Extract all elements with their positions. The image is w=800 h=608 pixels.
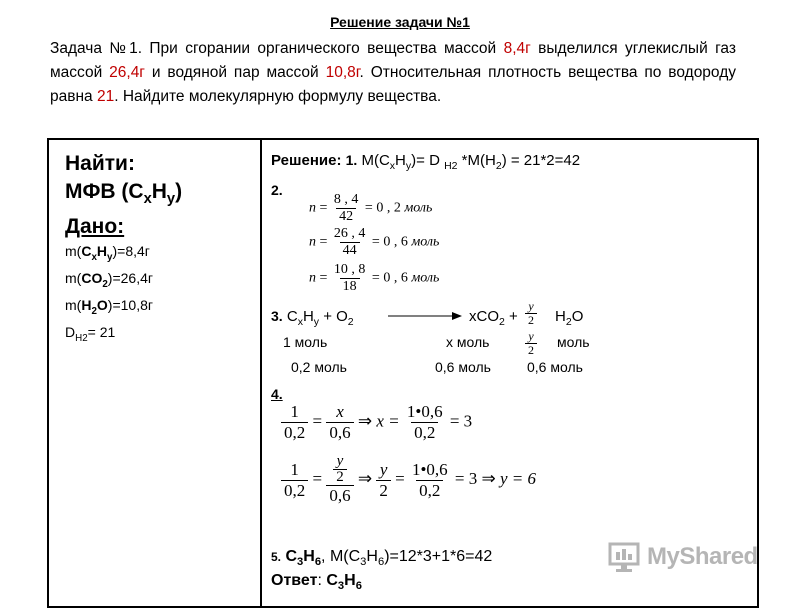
ey-f3-den: 2 xyxy=(376,480,391,501)
row1-a: 1 моль xyxy=(283,334,328,350)
n1-eq2: = xyxy=(364,200,373,216)
ey-frac4 xyxy=(409,460,451,501)
answer-c: C xyxy=(326,572,338,589)
s1-a: M(C xyxy=(357,152,390,169)
n2-eq2: = xyxy=(371,234,380,250)
s5-end: )=12*3+1*6=42 xyxy=(384,548,493,565)
s1-b: H xyxy=(395,152,406,169)
find-h: H xyxy=(151,180,167,203)
ex-f2-den: 0,6 xyxy=(326,422,353,443)
ex-xeq: x = xyxy=(376,411,400,431)
task-text-4: . Относительная плотность вещества по водороду равна xyxy=(50,64,737,105)
g2-b: CO xyxy=(81,269,103,286)
s5-mh: H xyxy=(366,548,378,565)
given-column xyxy=(65,150,255,348)
g3-s: 2 xyxy=(91,305,97,317)
task-text-3: и водяной пар массой xyxy=(144,64,326,81)
ey-frac1 xyxy=(281,460,308,501)
n3-res: 0 , 6 xyxy=(383,270,408,286)
ex-eq1: = xyxy=(312,411,323,431)
n1-num: 8 , 4 xyxy=(333,192,359,207)
product-water xyxy=(555,308,583,328)
ex-arrow: ⇒ xyxy=(357,411,373,431)
ey-eq2: = xyxy=(395,468,405,488)
watermark-text: MyShared xyxy=(647,543,758,570)
product-fraction xyxy=(525,300,537,327)
step-5 xyxy=(271,548,492,568)
n3-eq1: = xyxy=(319,270,328,286)
step-1-num: 1. xyxy=(345,152,358,168)
row2-a: 0,2 моль xyxy=(291,359,347,375)
given-density xyxy=(65,322,255,349)
ey-res3: = 3 xyxy=(454,468,478,488)
find-sub-x: x xyxy=(143,191,152,208)
pw-2: 2 xyxy=(565,316,572,328)
row1-b: x моль xyxy=(446,334,490,350)
answer xyxy=(271,572,362,592)
g1-a: m( xyxy=(65,243,82,260)
r-2: 2 xyxy=(347,316,354,328)
ex-f3-num: 1•0,6 xyxy=(406,402,443,421)
n2-eq1: = xyxy=(319,234,328,250)
ex-f2-num: x xyxy=(336,402,344,421)
ey-frac2 xyxy=(326,454,353,506)
task-text-2: выделился углекислый газ массой xyxy=(50,40,736,81)
row1-fraction xyxy=(525,330,537,357)
ey-f4-den: 0,2 xyxy=(416,480,443,501)
pc-y: y xyxy=(528,299,534,313)
step-3-products xyxy=(469,308,518,328)
r-c: + O xyxy=(319,308,348,325)
p-a: xCO xyxy=(469,308,499,325)
formula-n1 xyxy=(309,192,432,225)
n1-res: 0 , 2 xyxy=(376,200,401,216)
n3-num: 10 , 8 xyxy=(333,262,366,277)
ey-yres: y = 6 xyxy=(499,468,537,488)
ex-frac2 xyxy=(326,402,353,443)
solution-column xyxy=(271,140,755,606)
pc-2: 2 xyxy=(525,313,537,327)
table-divider xyxy=(260,140,262,606)
n1-n: n xyxy=(309,200,316,216)
step-5-num: 5. xyxy=(271,550,282,564)
step-1 xyxy=(271,152,580,172)
g1-d: )=8,4г xyxy=(112,243,150,260)
find-sub-y: y xyxy=(166,191,176,208)
ey-f3-num: y xyxy=(379,459,388,479)
solution-label: Решение: xyxy=(271,152,342,169)
s1-2: 2 xyxy=(495,160,502,172)
g3-a: m( xyxy=(65,296,82,313)
ey-inner-frac xyxy=(333,454,347,485)
ey-eq1: = xyxy=(312,468,323,488)
answer-6: 6 xyxy=(355,580,362,593)
n2-fraction xyxy=(331,226,369,259)
ex-f1-num: 1 xyxy=(290,402,299,421)
n3-eq2: = xyxy=(371,270,380,286)
g1-x: x xyxy=(91,251,97,263)
g3-c: O xyxy=(96,296,108,313)
find-text: МФВ (C xyxy=(65,180,144,203)
s5-m3: 3 xyxy=(360,556,367,569)
r1-2: 2 xyxy=(525,343,537,357)
task-text-5: . Найдите молекулярную формулу вещества. xyxy=(114,88,442,105)
g1-y: y xyxy=(107,251,113,263)
equation-y xyxy=(281,454,536,506)
ex-frac3 xyxy=(404,402,446,443)
formula-n2 xyxy=(309,226,439,259)
n2-num: 26 , 4 xyxy=(333,226,366,241)
page-title: Решение задачи №1 xyxy=(330,14,470,30)
r-y: y xyxy=(313,316,320,328)
given-mass-h2o xyxy=(65,295,255,322)
equation-x xyxy=(281,402,472,443)
r1-y: y xyxy=(528,329,534,343)
s5-c: C xyxy=(281,548,298,565)
given-label: Дано: xyxy=(65,215,125,239)
n3-mol: моль xyxy=(411,270,440,286)
n1-fraction xyxy=(331,192,362,225)
mass-co2: 26,4г xyxy=(109,64,145,81)
p-plus: + xyxy=(504,308,518,325)
n3-fraction xyxy=(331,262,369,295)
find-value xyxy=(65,178,255,213)
g1-c: H xyxy=(96,243,108,260)
monitor-icon xyxy=(607,538,645,576)
ex-frac1 xyxy=(281,402,308,443)
s1-c: )= D xyxy=(411,152,445,169)
given-mass-co2 xyxy=(65,268,255,295)
step-2-num: 2. xyxy=(271,182,283,198)
p-2: 2 xyxy=(499,316,505,328)
row2-c: 0,6 моль xyxy=(527,359,583,375)
s1-h2: H2 xyxy=(444,160,458,172)
n2-res: 0 , 6 xyxy=(383,234,408,250)
ey-inner-y: y xyxy=(336,453,344,469)
watermark-logo xyxy=(607,538,767,578)
s5-h: H xyxy=(303,548,315,565)
s5-mid: , M(C xyxy=(321,548,361,565)
given-mass-substance xyxy=(65,241,255,268)
g3-d: )=10,8г xyxy=(107,296,153,313)
ey-f4-num: 1•0,6 xyxy=(411,459,448,479)
find-label: Найти: xyxy=(65,152,135,175)
ey-f2-num xyxy=(330,454,350,485)
g1-b: C xyxy=(81,243,92,260)
r-b: H xyxy=(302,308,314,325)
n1-eq1: = xyxy=(319,200,328,216)
s1-x: x xyxy=(389,160,396,172)
row2-b: 0,6 моль xyxy=(435,359,491,375)
s5-c3: 3 xyxy=(297,556,304,569)
pw-o: O xyxy=(571,308,584,325)
step-3-reactants xyxy=(271,308,354,328)
r-a: C xyxy=(282,308,298,325)
ex-f1-den: 0,2 xyxy=(281,422,308,443)
n3-den: 18 xyxy=(340,278,360,295)
mass-substance: 8,4г xyxy=(503,40,531,57)
s1-e: ) = 21*2=42 xyxy=(501,152,581,169)
ey-frac3 xyxy=(376,460,391,501)
ex-f3-den: 0,2 xyxy=(411,422,438,443)
answer-colon: : xyxy=(317,572,327,589)
g2-s: 2 xyxy=(102,278,108,290)
n2-mol: моль xyxy=(411,234,440,250)
g2-c: )=26,4г xyxy=(107,269,153,286)
ey-f1-num: 1 xyxy=(290,459,299,479)
s1-d: *M(H xyxy=(457,152,496,169)
ey-arrow1: ⇒ xyxy=(357,468,373,488)
g2-a: m( xyxy=(65,269,82,286)
step-3-num: 3. xyxy=(271,308,283,324)
ey-arrow2: ⇒ xyxy=(481,468,496,488)
ey-inner-2: 2 xyxy=(333,469,347,485)
ex-res: = 3 xyxy=(449,411,473,431)
n3-n: n xyxy=(309,270,316,286)
ey-f2-den: 0,6 xyxy=(326,485,353,506)
g4-b: = 21 xyxy=(87,323,116,340)
r-x: x xyxy=(297,316,303,328)
answer-h: H xyxy=(344,572,356,589)
answer-label: Ответ xyxy=(271,572,318,589)
row1-coef xyxy=(525,330,537,357)
mass-h2o: 10,8г xyxy=(325,64,360,81)
task-text-1: Задача №1. При сгорании органического вещества массой xyxy=(50,40,504,57)
reaction-arrow xyxy=(388,308,462,320)
n2-den: 44 xyxy=(340,242,360,259)
answer-3: 3 xyxy=(337,580,345,593)
product-coef xyxy=(525,300,537,327)
s5-m6: 6 xyxy=(377,556,385,569)
g3-b: H xyxy=(81,296,92,313)
ey-f1-den: 0,2 xyxy=(281,480,308,501)
formula-n3 xyxy=(309,262,439,295)
find-end: ) xyxy=(175,180,183,203)
density-value: 21 xyxy=(96,88,115,105)
row1-c: моль xyxy=(557,334,590,350)
g4-s: H2 xyxy=(75,332,88,344)
task-statement xyxy=(50,37,736,109)
n1-mol: моль xyxy=(404,200,433,216)
step-4-num: 4. xyxy=(271,386,283,402)
s1-y: y xyxy=(405,160,412,172)
s5-h6: 6 xyxy=(314,556,322,569)
g4-a: D xyxy=(65,323,76,340)
pw-h: H xyxy=(555,308,566,325)
n1-den: 42 xyxy=(336,208,356,225)
n2-n: n xyxy=(309,234,316,250)
